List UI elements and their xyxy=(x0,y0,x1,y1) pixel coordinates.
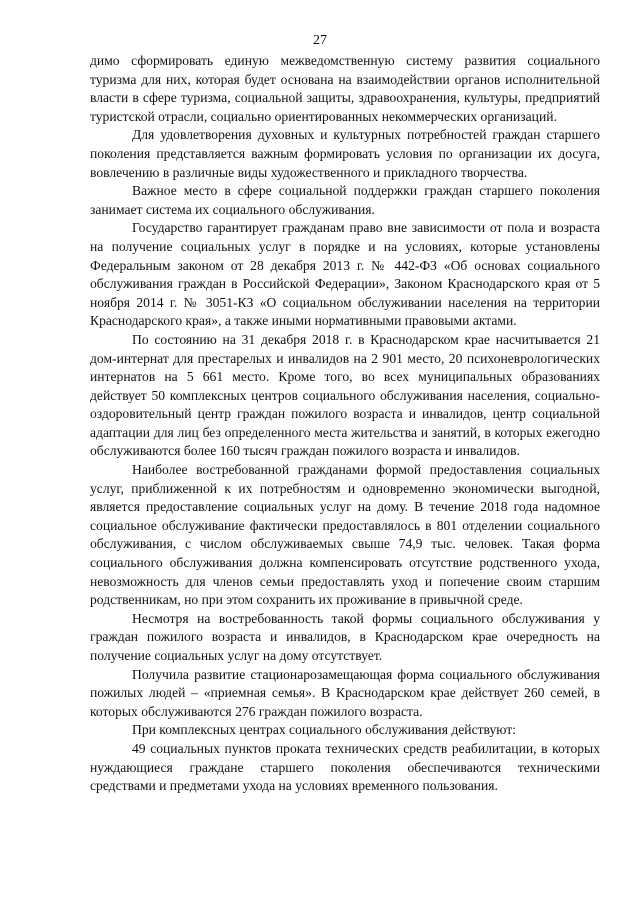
paragraph-3: Важное место в сфере социальной поддержки граждан старшего поколения занимает система их социального обслуживания. xyxy=(90,183,600,217)
paragraph-5: По состоянию на 31 декабря 2018 г. в Краснодарском крае насчитывается 21 дом-интернат для престарелых и инвалидов на 2 901 место, 20 психоневрологических интернатов на 5 661 место. Кроме того, во всех муниципальных образованиях действует 50 комплексных центров социального обслуживания населения, социально-оздоровительный центр граждан пожилого возраста и инвалидов, центр социальной адаптации для лиц без определенного места жительства и занятий, в которых ежегодно обслуживаются более 160 тысяч граждан пожилого возраста и инвалидов. xyxy=(90,331,600,459)
paragraph-4: Государство гарантирует гражданам право вне зависимости от пола и возраста на получение социальных услуг в порядке и на условиях, которые установлены Федеральным законом от 28 декабря 2013 г. № 442-ФЗ «Об основах социального обслуживания граждан в Российской Федерации», Законом Краснодарского края от 5 ноября 2014 г. № 3051-КЗ «О социальном обслуживании населения на территории Краснодарского края», а также иными нормативными правовыми актами. xyxy=(90,220,600,329)
paragraph-8: Получила развитие стационарозамещающая форма социального обслуживания пожилых людей – «приемная семья». В Краснодарском крае действует 260 семей, в которых обслуживаются 276 граждан пожилого возраста. xyxy=(90,666,600,719)
paragraph-1: димо сформировать единую межведомственную систему развития социального туризма для них, которая будет основана на взаимодействии органов исполнительной власти в сфере туризма, социальной защиты, здравоохранения, культуры, предприятий туристской отрасли, социально ориентированных некоммерческих организаций. xyxy=(90,53,600,124)
paragraph-9: При комплексных центрах социального обслуживания действуют: xyxy=(132,722,517,738)
paragraph-7: Несмотря на востребованность такой формы социального обслуживания у граждан пожилого возраста и инвалидов, в Краснодарском крае очередность на получение социальных услуг на дому отсутствует. xyxy=(90,610,600,663)
paragraph-10: 49 социальных пунктов проката технических средств реабилитации, в которых нуждающиеся граждане старшего поколения обеспечиваются техническими средствами и предметами ухода на условиях временного пользования. xyxy=(90,740,600,794)
body-text xyxy=(90,52,600,796)
page-number: 27 xyxy=(313,33,327,48)
paragraph-2: Для удовлетворения духовных и культурных потребностей граждан старшего поколения представляется важным формировать условия по организации их досуга, вовлечению в различные виды художественного и прикладного творчества. xyxy=(90,127,600,180)
paragraph-6: Наиболее востребованной гражданами формой предоставления социальных услуг, приближенной к их потребностям и одновременно экономически выгодной, является предоставление социальных услуг на дому. В течение 2018 года надомное социальное обслуживание фактически предоставлялось в 801 отделении социального обслуживания, с числом обслуживаемых свыше 74,9 тыс. человек. Такая форма социального обслуживания должна компенсировать отсутствие родственного ухода, невозможность для членов семьи предоставлять уход и попечение своим старшим родственникам, но при этом сохранить их проживание в привычной среде. xyxy=(90,462,600,608)
